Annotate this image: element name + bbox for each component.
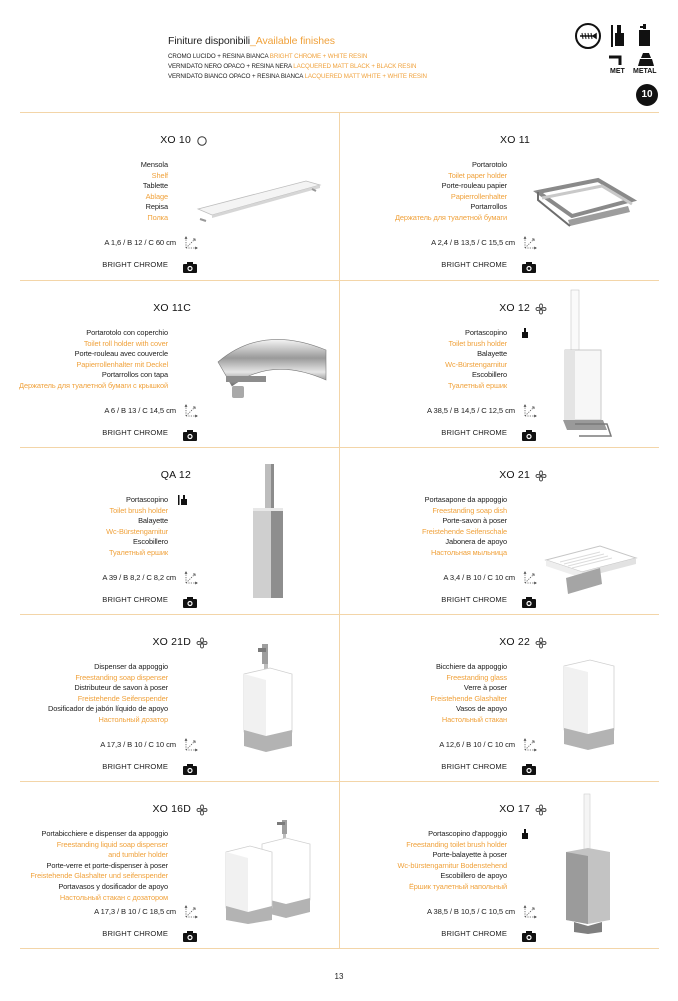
- product-cell: [339, 614, 678, 781]
- finish-row: [168, 72, 548, 82]
- finish-row: [168, 62, 548, 72]
- product-dimensions: A 39 / B 8,2 / C 8,2 cm: [102, 573, 176, 582]
- name-text: Portarotolo con coperchio: [86, 328, 168, 337]
- product-name-line: [422, 495, 507, 506]
- product-finish: BRIGHT CHROME: [102, 595, 168, 604]
- product-name-line: [106, 506, 168, 517]
- product-finish: BRIGHT CHROME: [102, 260, 168, 269]
- product-name-line: [430, 683, 507, 694]
- product-code: XO 17: [499, 803, 530, 815]
- product-cell: [339, 781, 678, 948]
- camera-icon: [183, 929, 197, 940]
- title-it: Finiture disponibili: [168, 35, 251, 47]
- product-name-line: [445, 370, 507, 381]
- name-text: Ёршик туалетный напольный: [408, 881, 507, 891]
- product-names: [445, 328, 507, 392]
- product-dimensions: A 38,5 / B 14,5 / C 12,5 cm: [426, 406, 515, 415]
- name-text: Настольный стакан с дозатором: [59, 892, 168, 902]
- product-finish: BRIGHT CHROME: [102, 929, 168, 938]
- finish-en: BRIGHT CHROME + WHITE RESIN: [269, 53, 368, 60]
- dimensions-icon: [184, 404, 198, 418]
- product-name-line: [422, 548, 507, 559]
- finish-en: LACQUERED MATT WHITE + WHITE RESIN: [304, 73, 427, 80]
- product-name-line: [106, 527, 168, 538]
- product-name-line: [106, 516, 168, 527]
- name-text: Verre à poser: [463, 683, 507, 693]
- product-name-line: [48, 673, 168, 684]
- name-text: Mensola: [140, 160, 168, 169]
- product-image-glass: [560, 658, 618, 754]
- product-name-line: [30, 850, 168, 861]
- product-code: XO 11: [500, 134, 530, 146]
- product-names: [48, 662, 168, 726]
- product-name-line: [48, 715, 168, 726]
- product-name-line: [422, 527, 507, 538]
- name-text: Bicchiere da appoggio: [435, 662, 507, 671]
- name-text: Escobillero de apoyo: [440, 871, 507, 881]
- camera-icon: [522, 260, 536, 271]
- name-text: Wc-Bürstengarnitur: [445, 359, 507, 369]
- product-name-line: [422, 506, 507, 517]
- dimensions-icon: [523, 905, 537, 919]
- product-name-line: [445, 328, 507, 339]
- name-text: Portascopino: [465, 328, 507, 337]
- finishes-title: [168, 35, 548, 47]
- product-name-line: [430, 715, 507, 726]
- name-text: Freistehende Glashalter: [430, 693, 507, 703]
- product-name-line: [141, 213, 168, 224]
- faucet-icon: [608, 54, 626, 66]
- title-en: Available finishes: [255, 35, 335, 47]
- name-text: Держатель для туалетной бумаги: [394, 212, 507, 222]
- product-name-line: [30, 893, 168, 904]
- screw-mount-icon: [574, 22, 602, 50]
- product-name-line: [0, 370, 168, 381]
- name-text: Dosificador de jabón líquido de apoyo: [48, 704, 168, 714]
- product-name-line: [445, 349, 507, 360]
- product-name-line: [422, 537, 507, 548]
- product-code: XO 12: [499, 302, 530, 314]
- product-name-line: [430, 673, 507, 684]
- product-name-line: [48, 694, 168, 705]
- product-name-line: [48, 662, 168, 673]
- product-finish: BRIGHT CHROME: [441, 762, 507, 771]
- product-name-line: [30, 829, 168, 840]
- product-name-line: [395, 213, 507, 224]
- product-finish: BRIGHT CHROME: [102, 762, 168, 771]
- cross-icon: [535, 469, 547, 481]
- brush-small-icon: [513, 328, 529, 341]
- product-image-wall-brush-holder: [245, 462, 293, 602]
- name-text: Freestanding liquid soap dispenser: [56, 839, 168, 849]
- metal-icon: [636, 52, 656, 67]
- product-name-line: [395, 192, 507, 203]
- camera-icon: [183, 595, 197, 606]
- product-image-covered-roll-holder: [212, 328, 332, 408]
- brush-small-icon: [513, 829, 529, 842]
- name-text: Freestanding soap dispenser: [75, 672, 168, 682]
- product-name-line: [48, 704, 168, 715]
- product-dimensions: A 3,4 / B 10 / C 10 cm: [443, 573, 515, 582]
- name-text: Vasos de apoyo: [455, 704, 507, 714]
- name-text: Shelf: [151, 170, 168, 180]
- dimensions-icon: [184, 905, 198, 919]
- product-code: XO 16D: [152, 803, 191, 815]
- product-cell: [339, 280, 678, 447]
- name-text: Toilet brush holder: [448, 338, 507, 348]
- name-text: Portarrollos con tapa: [101, 370, 168, 380]
- product-finish: BRIGHT CHROME: [441, 929, 507, 938]
- name-text: Balayette: [477, 349, 507, 359]
- camera-icon: [522, 595, 536, 606]
- name-text: Porte-rouleau avec couvercle: [74, 349, 168, 359]
- title-separator: _: [250, 35, 256, 47]
- product-dimensions: A 17,3 / B 10 / C 10 cm: [100, 740, 176, 749]
- name-text: Tablette: [142, 181, 168, 191]
- name-text: Туалетный ершик: [109, 547, 168, 557]
- product-name-line: [141, 171, 168, 182]
- name-text: Papierrollenhalter: [450, 191, 507, 201]
- product-name-line: [141, 160, 168, 171]
- product-name-line: [398, 861, 507, 872]
- finish-list: [168, 52, 548, 82]
- product-name-line: [0, 360, 168, 371]
- dimensions-icon: [184, 236, 198, 250]
- name-text: Porte-verre et porte-dispenser à poser: [46, 860, 168, 870]
- name-text: Настольная мыльница: [430, 547, 507, 557]
- product-code: XO 21: [499, 469, 530, 481]
- name-text: Portavasos y dosificador de apoyo: [58, 881, 168, 891]
- camera-icon: [183, 260, 197, 271]
- name-text: Wc-bürstengarnitur Bodenstehend: [397, 860, 507, 870]
- name-text: Toilet brush holder: [109, 505, 168, 515]
- product-code: XO 22: [499, 636, 530, 648]
- name-text: Portascopino: [126, 495, 168, 504]
- product-code: QA 12: [160, 469, 191, 481]
- product-image-paper-holder: [528, 172, 640, 232]
- cross-icon: [535, 302, 547, 314]
- product-name-line: [395, 160, 507, 171]
- dimensions-icon: [184, 738, 198, 752]
- product-name-line: [48, 683, 168, 694]
- product-names: [141, 160, 168, 224]
- dimensions-icon: [523, 236, 537, 250]
- cross-icon: [535, 636, 547, 648]
- camera-icon: [522, 762, 536, 773]
- product-name-line: [398, 829, 507, 840]
- metal-label: METAL: [633, 68, 657, 75]
- dimensions-icon: [184, 571, 198, 585]
- product-names: [430, 662, 507, 726]
- product-finish: BRIGHT CHROME: [441, 428, 507, 437]
- product-image-soap-dish: [540, 540, 642, 596]
- product-name-line: [398, 871, 507, 882]
- name-text: Escobillero: [471, 370, 507, 380]
- finish-row: [168, 52, 548, 62]
- product-names: [106, 495, 168, 559]
- finishes-header: [168, 35, 548, 82]
- product-names: [30, 829, 168, 903]
- name-text: Туалетный ершик: [448, 380, 507, 390]
- page-number: 13: [334, 972, 344, 981]
- product-dimensions: A 38,5 / B 10,5 / C 10,5 cm: [426, 907, 515, 916]
- name-text: Toilet paper holder: [448, 170, 507, 180]
- product-dimensions: A 12,6 / B 10 / C 10 cm: [439, 740, 515, 749]
- name-text: Freistehende Glashalter und seifenspender: [30, 871, 168, 881]
- product-image-standing-brush-holder: [560, 792, 616, 934]
- product-name-line: [430, 704, 507, 715]
- product-image-brush-holder: [555, 288, 615, 438]
- cross-icon: [535, 803, 547, 815]
- product-dimensions: A 2,4 / B 13,5 / C 15,5 cm: [431, 238, 515, 247]
- name-text: Escobillero: [132, 537, 168, 547]
- product-image-shelf: [194, 175, 326, 225]
- name-text: Полка: [147, 212, 168, 222]
- product-name-line: [430, 662, 507, 673]
- product-name-line: [141, 181, 168, 192]
- name-text: Repisa: [145, 202, 168, 212]
- name-text: Freestanding glass: [446, 672, 507, 682]
- product-name-line: [30, 861, 168, 872]
- camera-icon: [183, 762, 197, 773]
- camera-icon: [522, 929, 536, 940]
- camera-icon: [183, 428, 197, 439]
- product-name-line: [106, 495, 168, 506]
- product-name-line: [0, 328, 168, 339]
- name-text: Porte-savon à poser: [442, 516, 507, 526]
- product-code: XO 10: [160, 134, 191, 146]
- product-name-line: [30, 871, 168, 882]
- finish-en: LACQUERED MATT BLACK + BLACK RESIN: [293, 63, 417, 70]
- name-text: Настольный стакан: [441, 714, 507, 724]
- product-dimensions: A 6 / B 13 / C 14,5 cm: [104, 406, 176, 415]
- circle-icon: [196, 134, 208, 146]
- warranty-badge: 10: [636, 84, 658, 106]
- standing-dispenser-icon: [636, 24, 652, 48]
- product-name-line: [106, 537, 168, 548]
- product-finish: BRIGHT CHROME: [102, 428, 168, 437]
- product-name-line: [445, 360, 507, 371]
- name-text: Freestanding toilet brush holder: [406, 839, 507, 849]
- product-name-line: [398, 840, 507, 851]
- product-names: [398, 829, 507, 893]
- name-text: Porte-balayette à poser: [432, 850, 507, 860]
- finish-it: VERNIDATO NERO OPACO + RESINA NERA: [168, 63, 294, 70]
- product-code: XO 21D: [152, 636, 191, 648]
- cross-icon: [196, 803, 208, 815]
- product-names: [0, 328, 168, 392]
- name-text: Portarrollos: [470, 202, 507, 212]
- name-text: Dispenser da appoggio: [94, 662, 168, 671]
- product-name-line: [398, 882, 507, 893]
- product-name-line: [30, 882, 168, 893]
- product-image-tumbler-dispenser: [222, 816, 322, 924]
- name-text: Jabonera de apoyo: [445, 537, 507, 547]
- product-finish: BRIGHT CHROME: [441, 260, 507, 269]
- name-text: Papierrollenhalter mit Deckel: [76, 359, 168, 369]
- met-label: MET: [610, 68, 625, 75]
- name-text: Freistehende Seifenschale: [421, 526, 507, 536]
- name-text: Toilet roll holder with cover: [83, 338, 168, 348]
- product-names: [395, 160, 507, 224]
- brush-wall-icon: [170, 495, 190, 508]
- divider: [20, 948, 659, 949]
- name-text: Porte-rouleau papier: [441, 181, 507, 191]
- name-text: Portasapone da appoggio: [424, 495, 507, 504]
- dimensions-icon: [523, 738, 537, 752]
- product-name-line: [395, 171, 507, 182]
- product-name-line: [395, 202, 507, 213]
- product-name-line: [430, 694, 507, 705]
- name-text: Portarotolo: [471, 160, 507, 169]
- name-text: Freistehende Seifenspender: [77, 693, 168, 703]
- product-name-line: [398, 850, 507, 861]
- name-text: Wc-Bürstengarnitur: [106, 526, 168, 536]
- wall-brush-icon: [610, 24, 626, 48]
- product-name-line: [106, 548, 168, 559]
- name-text: Distributeur de savon à poser: [74, 683, 168, 693]
- name-text: Portabicchiere e dispenser da appoggio: [41, 829, 168, 838]
- product-name-line: [445, 381, 507, 392]
- product-name-line: [445, 339, 507, 350]
- name-text: Держатель для туалетной бумаги с крышкой: [19, 380, 168, 390]
- dimensions-icon: [523, 571, 537, 585]
- name-text: Portascopino d'appoggio: [428, 829, 507, 838]
- name-text: and tumbler holder: [108, 850, 168, 860]
- name-text: Настольный дозатор: [98, 714, 168, 724]
- product-name-line: [0, 339, 168, 350]
- name-text: Balayette: [138, 516, 168, 526]
- name-text: Ablage: [145, 191, 168, 201]
- cross-icon: [196, 636, 208, 648]
- product-name-line: [141, 192, 168, 203]
- product-name-line: [422, 516, 507, 527]
- product-name-line: [0, 381, 168, 392]
- product-dimensions: A 1,6 / B 12 / C 60 cm: [104, 238, 176, 247]
- product-code: XO 11C: [153, 302, 191, 314]
- product-names: [422, 495, 507, 559]
- name-text: Freestanding soap dish: [432, 505, 507, 515]
- product-name-line: [30, 840, 168, 851]
- product-name-line: [141, 202, 168, 213]
- finish-it: VERNIDATO BIANCO OPACO + RESINA BIANCA: [168, 73, 305, 80]
- finish-it: CROMO LUCIDO + RESINA BIANCA: [168, 53, 270, 60]
- product-dimensions: A 17,3 / B 10 / C 18,5 cm: [94, 907, 176, 916]
- product-finish: BRIGHT CHROME: [441, 595, 507, 604]
- product-name-line: [395, 181, 507, 192]
- dimensions-icon: [523, 404, 537, 418]
- product-image-soap-dispenser: [238, 640, 298, 752]
- product-name-line: [0, 349, 168, 360]
- camera-icon: [522, 428, 536, 439]
